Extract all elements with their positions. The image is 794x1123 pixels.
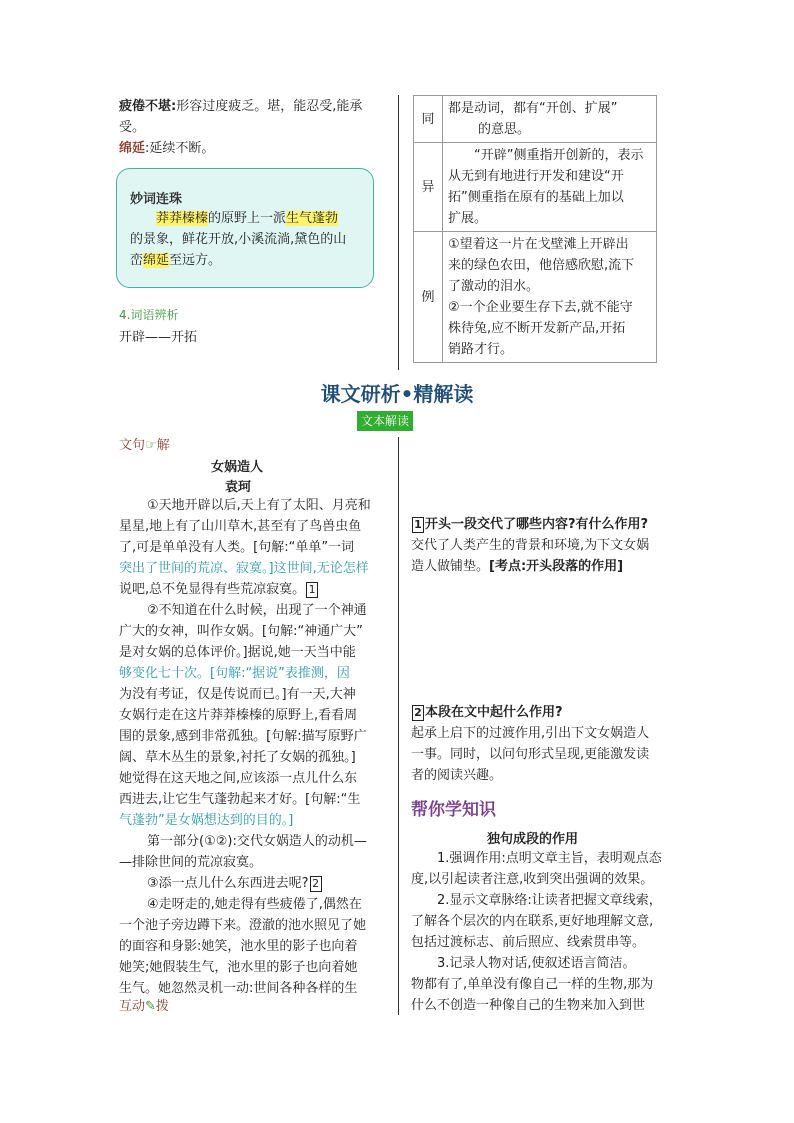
question-title [411,514,701,535]
note-marker: 2 [412,705,424,721]
tips-body [411,848,701,1016]
tips-line: 物都有了,单单没有像自己一样的生物,那为 [411,977,654,992]
table-line: 扩展。 [448,211,488,226]
passage-line: 广大的女神，叫作女娲。[句解:“神通广大” [119,624,363,639]
tips-line: 1.强调作用:点明文章主旨，表明观点态 [437,851,662,866]
passage-line: 西进去,让它生气蓬勃起来才好。[句解:“生 [119,792,361,807]
vocab-definition: :延续不断。 [145,141,215,156]
table-line: 来的绿色农田，他倍感欣慰,流下 [448,258,635,273]
passage-line: 女娲行走在这片莽莽榛榛的原野上,看看周 [119,708,358,723]
passage-line: 突出了世间的荒凉、寂寞。]这世间,无论怎样 [119,561,369,576]
miaoci-title: 妙词连珠 [130,192,183,207]
tips-line: 度,以引起读者注意,收到突出强调的效果。 [411,872,654,887]
passage-line [119,537,391,558]
table-line: 株待兔,应不断开发新产品,开拓 [448,321,626,336]
wenju-label [119,434,170,453]
table-line: 的意思。 [478,122,531,137]
answer-line: 交代了人类产生的背景和环境,为下文女娲 [411,538,650,553]
question-2 [411,702,701,786]
note-marker[interactable]: 1 [306,582,318,598]
answer-line: 者的阅读兴趣。 [411,768,503,783]
wenju-text: 解 [156,438,170,453]
answer-line [411,556,701,577]
pointer-icon: ☞ [145,438,157,453]
bottom-column-divider [398,437,399,1015]
vocab-definition: 形容过度疲乏。堪，能忍受,能承 [176,99,363,114]
tips-heading: 帮你学知识 [411,800,496,820]
passage-line: ①天地开辟以后,天上有了太阳、月亮和 [147,498,371,513]
tips-line: 了解各个层次的内在联系,更好地理解文意, [411,914,654,929]
highlight-word: 莽莽榛榛 [156,211,209,226]
hudong-text: 拨 [155,999,169,1014]
row-content [443,143,657,232]
table-line: 从无到有地进行开发和建设“开 [448,169,624,184]
compare-table [413,95,657,363]
tips-subtitle: 独句成段的作用 [487,832,579,847]
table-line: 了激动的泪水。 [448,279,540,294]
passage-line: 一个池子旁边蹲下来。澄澈的池水照见了她 [119,918,367,933]
wenju-text: 文句 [119,438,146,453]
passage-text: 了,可是单单没有人类。[句解:“单单”一词 [119,540,355,555]
answer-text: 造人做铺垫。 [411,559,490,574]
miaoci-line-3 [130,250,366,271]
tips-line: 2.显示文章脉络:让读者把握文章线索， [437,893,662,908]
table-line: 销路才行。 [448,342,514,357]
passage-author: 袁珂 [225,480,252,495]
vocab-term: 疲倦不堪: [119,99,177,114]
passage-body [119,495,391,999]
question-text: 开头一段交代了哪些内容?有什么作用? [425,517,649,532]
table-line: 拓”侧重指在原有的基础上加以 [448,190,624,205]
passage-line: 是对女娲的总体评价。]据说,她一天当中能 [119,645,356,660]
row-key: 异 [414,143,443,232]
passage-line: 星星,地上有了山川草木,甚至有了鸟兽虫鱼 [119,519,362,534]
top-column-divider [398,95,399,370]
note-marker[interactable]: 2 [310,876,322,892]
passage-line: 围的景象,感到非常孤独。[句解:描写原野广 [119,729,367,744]
row-key: 例 [414,232,443,363]
passage-line: 阔、草木丛生的景象,衬托了女娲的孤独。] [119,750,356,765]
pencil-icon: ✎ [145,999,156,1014]
passage-line: 她笑;她假装生气，池水里的影子也向着她 [119,960,358,975]
passage-title: 女娲造人 [211,460,264,475]
tips-line: 什么不创造一种像自己的生物来加入到世 [411,998,646,1013]
passage-line: ④走呀走的,她走得有些疲倦了,偶然在 [147,897,362,912]
passage-line: 生气。她忽然灵机一动:世间各种各样的生 [119,981,358,996]
vocab-line-1 [119,96,389,117]
row-key: 同 [414,96,443,143]
passage-line [119,873,391,894]
passage-line: 够变化七十次。[句解:“据说”表推测，因 [119,666,350,681]
passage-line: 为没有考证，仅是传说而已。]有一天,大神 [119,687,356,702]
answer-line: 起承上启下的过渡作用,引出下文女娲造人 [411,726,650,741]
vocab-block [119,96,389,159]
passage-text: ③添一点儿什么东西进去呢? [147,876,309,891]
passage-line: —排除世间的荒凉寂寞。 [119,855,263,870]
row-content [443,232,657,363]
vocab-term: 绵延 [119,141,146,156]
passage-line: ②不知道在什么时候，出现了一个神通 [147,603,367,618]
question-1 [411,514,701,577]
bianxi-title: 4.词语辨析 [119,308,179,322]
table-line: ②一个企业要生存下去,就不能守 [448,300,633,315]
table-row [414,96,657,143]
bianxi-pair: 开辟——开拓 [119,330,198,345]
section-title: 课文研析•精解读 [320,382,474,406]
tips-line: 3.记录人物对话,使叙述语言简洁。 [437,956,636,971]
hudong-text: 互动 [119,999,146,1014]
vocab-definition-cont: 受。 [119,120,146,135]
miaoci-line-2: 的景象，鲜花开放,小溪流淌,黛色的山 [130,232,347,247]
miaoci-text [130,208,366,271]
table-line: ①望着这一片在戈壁滩上开辟出 [448,237,629,252]
passage-line: 气蓬勃”是女娲想达到的目的。] [119,813,294,828]
question-title [411,702,701,723]
passage-line [119,579,391,600]
passage-text: 说吧,总不免显得有些荒凉寂寞。 [119,582,306,597]
table-row [414,143,657,232]
passage-line: 第一部分(①②):交代女娲造人的动机— [147,834,367,849]
highlight-word: 绵延 [143,253,170,268]
vocab-line-2 [119,138,389,159]
table-line: 都是动词，都有“开创、扩展” [448,101,618,116]
miaoci-line-1 [130,208,366,229]
note-marker: 1 [412,517,424,533]
table-line: “开辟”侧重指开创新的，表示 [474,148,644,163]
kaodian: [考点:开头段落的作用] [489,559,624,574]
miaoci-text-seg: 至远方。 [169,253,222,268]
passage-line: 的面容和身影:她笑，池水里的影子也向着 [119,939,358,954]
section-badge: 文本解读 [357,411,413,431]
passage-line: 她觉得在这天地之间,应该添一点儿什么东 [119,771,358,786]
tips-line: 包括过渡标志、前后照应、线索贯串等。 [411,935,646,950]
hudong-label [119,995,169,1014]
table-row [414,232,657,363]
answer-line: 一事。同时，以问句形式呈现,更能激发读 [411,747,650,762]
miaoci-text-seg: 峦 [130,253,144,268]
row-content [443,96,657,143]
highlight-word: 生气蓬勃 [286,211,339,226]
miaoci-text-seg: 的原野上一派 [208,211,287,226]
question-text: 本段在文中起什么作用? [425,705,563,720]
